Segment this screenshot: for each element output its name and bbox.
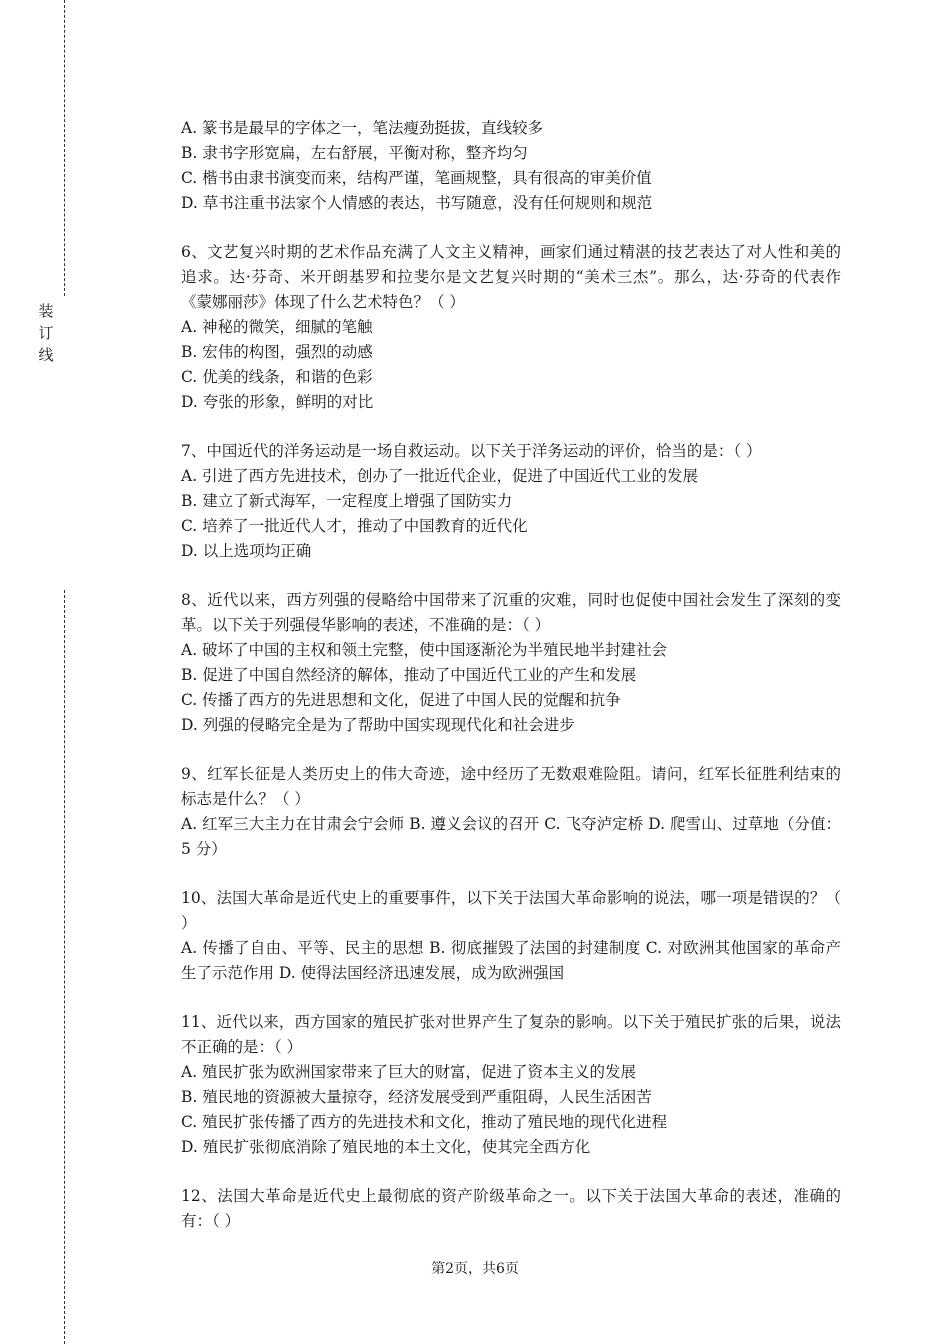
option: A. 篆书是最早的字体之一，笔法瘦劲挺拔，直线较多 [181, 119, 544, 137]
question-12 [181, 1184, 841, 1234]
question-stem: 10、法国大革命是近代史上的重要事件，以下关于法国大革命影响的说法，哪一项是错误的？（ ） [181, 889, 841, 932]
option: A. 神秘的微笑，细腻的笔触 [181, 318, 373, 336]
page-number: 第2页，共6页 [431, 1261, 519, 1277]
option: C. 培养了一批近代人才，推动了中国教育的近代化 [181, 517, 528, 535]
question-7 [181, 439, 841, 564]
options-line: A. 传播了自由、平等、民主的思想 B. 彻底摧毁了法国的封建制度 C. 对欧洲其他国家的革命产生了示范作用 D. 使得法国经济迅速发展，成为欧洲强国 [181, 939, 841, 982]
question-9 [181, 762, 841, 862]
option: D. 列强的侵略完全是为了帮助中国实现现代化和社会进步 [181, 716, 575, 734]
question-8 [181, 588, 841, 738]
question-stem: 12、法国大革命是近代史上最彻底的资产阶级革命之一。以下关于法国大革命的表述，准确的有：（ ） [181, 1187, 841, 1230]
binding-label: 装订线 [38, 302, 54, 364]
option: C. 传播了西方的先进思想和文化，促进了中国人民的觉醒和抗争 [181, 691, 621, 709]
option: D. 草书注重书法家个人情感的表达，书写随意，没有任何规则和规范 [181, 194, 653, 212]
question-10 [181, 886, 841, 986]
option: B. 殖民地的资源被大量掠夺，经济发展受到严重阻碍，人民生活困苦 [181, 1088, 652, 1106]
question-11 [181, 1010, 841, 1160]
question-5-tail [181, 116, 841, 216]
question-stem: 11、近代以来，西方国家的殖民扩张对世界产生了复杂的影响。以下关于殖民扩张的后果，说法不正确的是：（ ） [181, 1013, 841, 1056]
option: A. 破坏了中国的主权和领土完整，使中国逐渐沦为半殖民地半封建社会 [181, 641, 668, 659]
option: C. 楷书由隶书演变而来，结构严谨，笔画规整，具有很高的审美价值 [181, 169, 652, 187]
option: B. 促进了中国自然经济的解体，推动了中国近代工业的产生和发展 [181, 666, 637, 684]
question-stem: 8、近代以来，西方列强的侵略给中国带来了沉重的灾难，同时也促使中国社会发生了深刻的变革。以下关于列强侵华影响的表述，不准确的是：（ ） [181, 591, 841, 634]
option: A. 殖民扩张为欧洲国家带来了巨大的财富，促进了资本主义的发展 [181, 1063, 637, 1081]
question-stem: 7、中国近代的洋务运动是一场自救运动。以下关于洋务运动的评价，恰当的是：（ ） [181, 442, 762, 460]
option: D. 殖民扩张彻底消除了殖民地的本土文化，使其完全西方化 [181, 1138, 591, 1156]
option: D. 夸张的形象，鲜明的对比 [181, 393, 374, 411]
option: B. 宏伟的构图，强烈的动感 [181, 343, 373, 361]
question-stem: 6、文艺复兴时期的艺术作品充满了人文主义精神，画家们通过精湛的技艺表达了对人性和美的追求。达·芬奇、米开朗基罗和拉斐尔是文艺复兴时期的“美术三杰”。那么，达·芬奇的代表作《蒙娜丽莎》体现了什么艺术特色？（ ） [181, 243, 841, 311]
question-6 [181, 240, 841, 415]
options-line: A. 红军三大主力在甘肃会宁会师 B. 遵义会议的召开 C. 飞夺泸定桥 D. 爬雪山、过草地（分值：5 分） [181, 815, 841, 858]
option: B. 隶书字形宽扁，左右舒展，平衡对称，整齐均匀 [181, 144, 528, 162]
question-content [181, 116, 841, 1258]
question-stem: 9、红军长征是人类历史上的伟大奇迹，途中经历了无数艰难险阻。请问，红军长征胜利结束的标志是什么？（ ） [181, 765, 841, 808]
binding-dashed-line-top [64, 0, 65, 296]
option: D. 以上选项均正确 [181, 542, 312, 560]
option: B. 建立了新式海军，一定程度上增强了国防实力 [181, 492, 513, 510]
option: A. 引进了西方先进技术，创办了一批近代企业，促进了中国近代工业的发展 [181, 467, 699, 485]
binding-dashed-line-bottom [64, 590, 65, 1344]
option: C. 优美的线条，和谐的色彩 [181, 368, 373, 386]
option: C. 殖民扩张传播了西方的先进技术和文化，推动了殖民地的现代化进程 [181, 1113, 668, 1131]
